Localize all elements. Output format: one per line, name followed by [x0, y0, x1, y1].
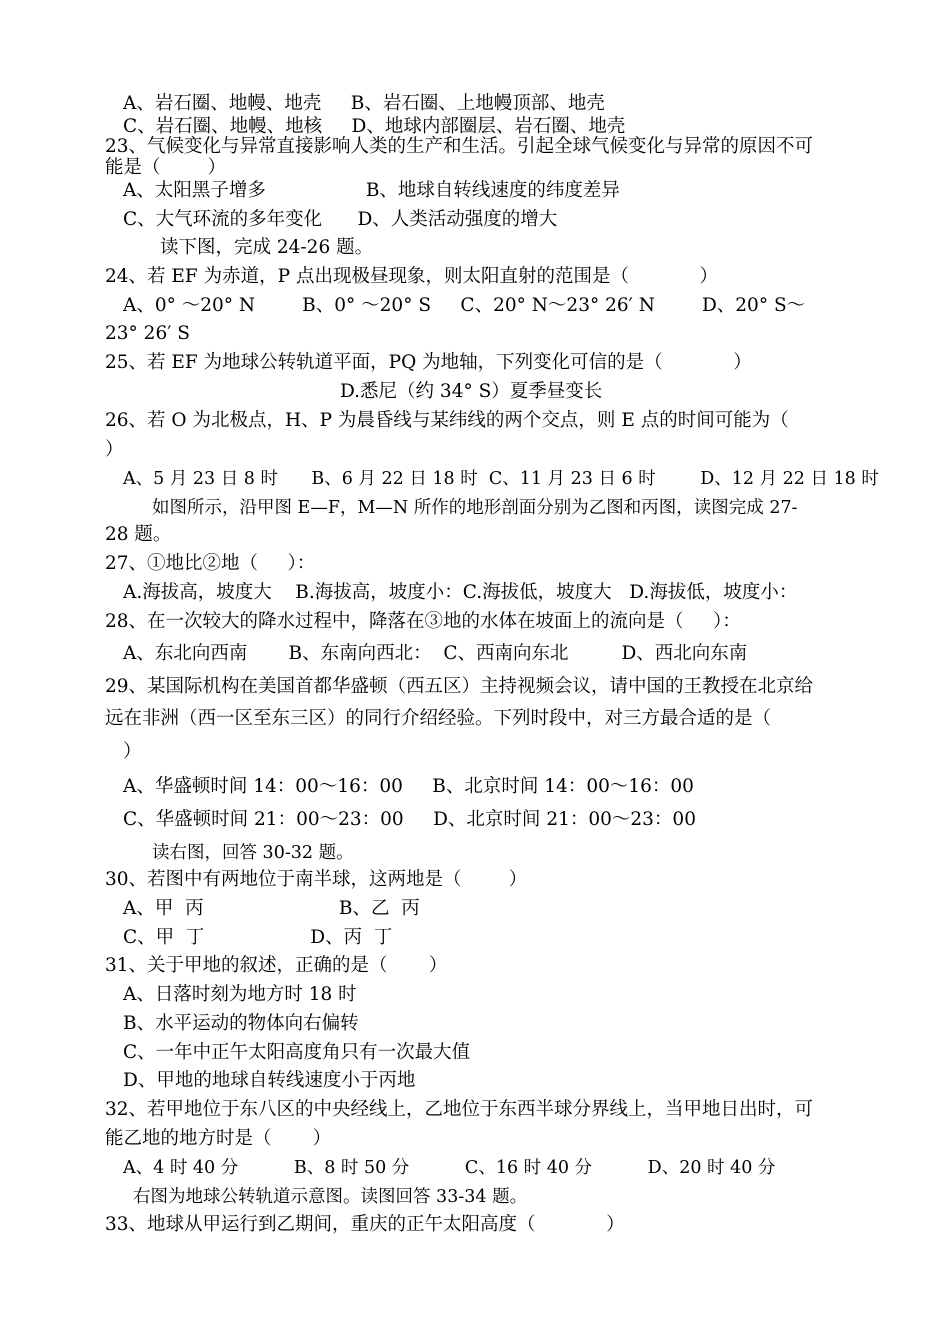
section-instruction: 如图所示，沿甲图 E—F，M—N 所作的地形剖面分别为乙图和丙图，读图完成 27- [152, 498, 798, 518]
answer-options-line: A、岩石圈、地幔、地壳 B、岩石圈、上地幔顶部、地壳 [123, 93, 605, 114]
question-31: 31、关于甲地的叙述，正确的是（ ） [105, 955, 448, 976]
question-32: 32、若甲地位于东八区的中央经线上，乙地位于东西半球分界线上，当甲地日出时，可 [105, 1099, 814, 1120]
answer-options-line: C、甲 丁 D、丙 丁 [123, 927, 393, 948]
answer-option-d: D、甲地的地球自转线速度小于丙地 [123, 1070, 416, 1091]
question-line: ） [123, 741, 142, 762]
section-instruction: 28 题。 [105, 524, 172, 545]
answer-options-line: A.海拔高，坡度大 B.海拔高，坡度小：C.海拔低，坡度大 D.海拔低，坡度小： [123, 582, 798, 603]
question-line: 远在非洲（西一区至东三区）的同行介绍经验。下列时段中，对三方最合适的是（ [105, 708, 772, 729]
question-line: 能是（ ） [105, 157, 227, 178]
question-24: 24、若 EF 为赤道，P 点出现极昼现象，则太阳直射的范围是（ ） [105, 266, 719, 287]
question-25: 25、若 EF 为地球公转轨道平面，PQ 为地轴，下列变化可信的是（ ） [105, 352, 752, 373]
answer-options-line: A、华盛顿时间 14：00～16：00 B、北京时间 14：00～16：00 [123, 776, 694, 797]
question-line: ） [105, 439, 124, 460]
answer-options-line: A、0° ～20° N B、0° ～20° S C、20° N～23° 26′ N D、20° S～ [123, 295, 806, 316]
question-27: 27、①地比②地（ ）： [105, 553, 316, 574]
answer-options-line: A、东北向西南 B、东南向西北： C、西南向东北 D、西北向东南 [123, 643, 748, 664]
question-28: 28、在一次较大的降水过程中，降落在③地的水体在坡面上的流向是（ ）： [105, 611, 741, 632]
answer-option-a: A、日落时刻为地方时 18 时 [123, 984, 357, 1005]
question-30: 30、若图中有两地位于南半球，这两地是（ ） [105, 869, 528, 890]
answer-options-line: C、大气环流的多年变化 D、人类活动强度的增大 [123, 209, 558, 230]
answer-options-line: 23° 26′ S [105, 323, 190, 344]
section-instruction: 读下图，完成 24-26 题。 [160, 237, 374, 258]
question-29: 29、某国际机构在美国首都华盛顿（西五区）主持视频会议，请中国的王教授在北京给 [105, 676, 814, 697]
section-instruction: 读右图，回答 30-32 题。 [152, 843, 354, 863]
answer-option-b: B、水平运动的物体向右偏转 [123, 1013, 359, 1034]
question-23: 23、气候变化与异常直接影响人类的生产和生活。引起全球气候变化与异常的原因不可 [105, 136, 814, 157]
answer-option-c: C、一年中正午太阳高度角只有一次最大值 [123, 1042, 471, 1063]
answer-options-line: A、4 时 40 分 B、8 时 50 分 C、16 时 40 分 D、20 时 40 分 [123, 1158, 776, 1178]
question-26: 26、若 O 为北极点，H、P 为晨昏线与某纬线的两个交点，则 E 点的时间可能为（ [105, 410, 789, 431]
answer-options-line: C、岩石圈、地幔、地核 D、地球内部圈层、岩石圈、地壳 [123, 116, 626, 137]
section-instruction: 右图为地球公转轨道示意图。读图回答 33-34 题。 [133, 1187, 528, 1207]
answer-option-d: D.悉尼（约 34° S）夏季昼变长 [340, 381, 603, 402]
question-33: 33、地球从甲运行到乙期间，重庆的正午太阳高度（ ） [105, 1214, 625, 1235]
answer-options-line: C、华盛顿时间 21：00～23：00 D、北京时间 21：00～23：00 [123, 809, 696, 830]
answer-options-line: A、甲 丙 B、乙 丙 [123, 898, 420, 919]
answer-options-line: A、太阳黑子增多 B、地球自转线速度的纬度差异 [123, 180, 620, 201]
answer-options-line: A、5 月 23 日 8 时 B、6 月 22 日 18 时 C、11 月 23 日 6 时 D、12 月 22 日 18 时 [123, 469, 879, 489]
question-line: 能乙地的地方时是（ ） [105, 1128, 332, 1149]
